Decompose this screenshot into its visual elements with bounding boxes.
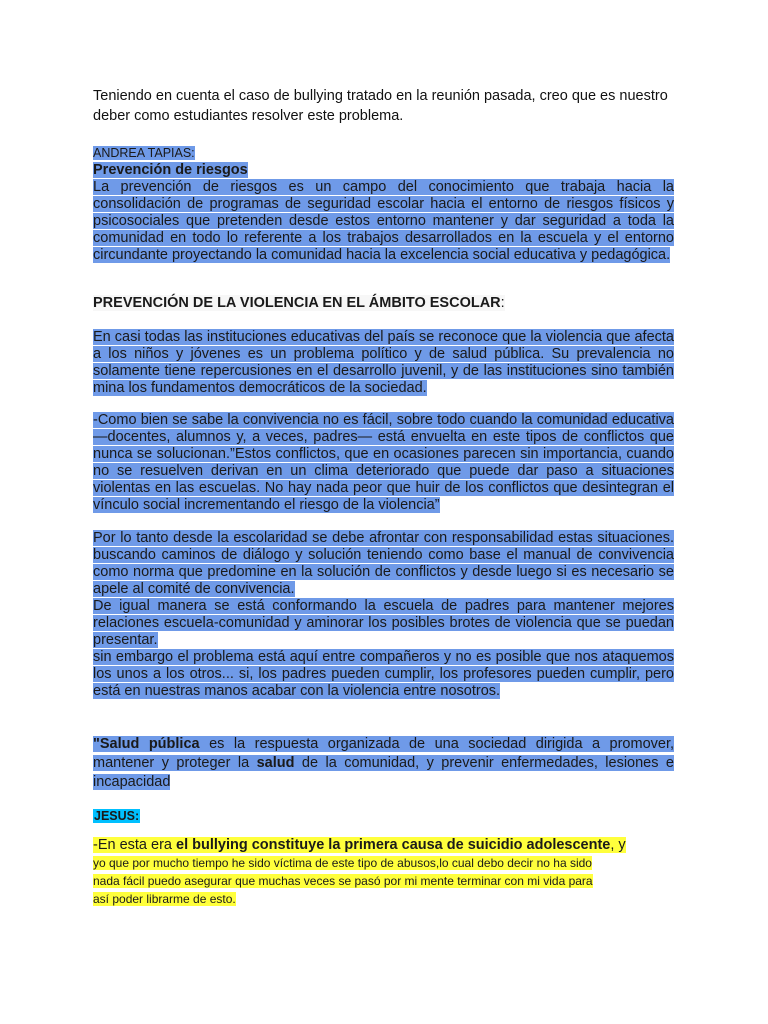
salud-text1: es la respuesta organizada de una sociedad dirigida a promover, mantener y proteger la [93,736,675,771]
andrea-section [93,145,674,264]
intro-paragraph: Teniendo en cuenta el caso de bullying tratado en la reunión pasada, creo que es nuestro deber como estudiantes resolver este problema. [93,88,668,124]
violence-p5-text: sin embargo el problema está aquí entre compañeros y no es posible que nos ataquemos los unos a los otros... si, los padres pueden cumplir, los profesores pueden cumplir, pero está en nuestras manos acabar con la violencia entre nosotros. [93,649,674,699]
violence-p2 [93,412,674,514]
violence-heading-colon: : [500,295,505,311]
andrea-name: ANDREA TAPIAS: [93,146,195,160]
jesus-name: JESUS: [94,809,140,823]
salud-quote: " [93,736,100,752]
salud-term: Salud pública [99,736,200,752]
salud-text2: de la comunidad, y prevenir enfermedades, lesiones e incapacidad [93,755,674,790]
andrea-heading: Prevención de riesgos [93,162,248,178]
jesus-lead: -En esta era [93,837,177,853]
violence-p1-text: En casi todas las instituciones educativas del país se reconoce que la violencia que afecta a los niños y jóvenes es un problema político y de salud pública. Su prevalencia no solamente tiene repercusiones en el desarrollo juvenil, y de las instituciones sino también mina los fundamentos democráticos de la sociedad. [93,329,674,396]
jesus-line4: así poder librarme de esto. [93,892,236,906]
violence-heading: PREVENCIÓN DE LA VIOLENCIA EN EL ÁMBITO ESCOLAR [93,295,501,311]
violence-p3 [93,530,674,700]
jesus-line2: yo que por mucho tiempo he sido víctima de este tipo de abusos,lo cual debo decir no ha sido [93,856,592,870]
jesus-paragraph [93,836,674,908]
andrea-paragraph: La prevención de riesgos es un campo del conocimiento que trabaja hacia la consolidación de programas de seguridad escolar hacia el entorno de riesgos físicos y psicosociales que pretenden desde estos entorno mantener y dar seguridad a toda la comunidad en todo lo referente a los trabajos desarrollados en la escuela y el entorno circundante proyectando la comunidad hacia la excelencia social educativa y pedagógica. [93,179,674,263]
violence-p2-text: -Como bien se sabe la convivencia no es fácil, sobre todo cuando la comunidad educativa —docentes, alumnos y, a veces, padres— está envuelta en este tipos de conflictos que nunca se solucionan.”Estos conflictos, que en ocasiones parecen sin importancia, cuando no se resuelven derivan en un clima deteriorado que puede dar paso a situaciones violentas en las escuelas. No hay nada peor que huir de los conflictos que desintegran el vínculo social incrementando el riesgo de la violencia” [93,412,674,513]
violence-p3-text: Por lo tanto desde la escolaridad se debe afrontar con responsabilidad estas situaciones. buscando caminos de diálogo y solución teniendo como base el manual de convivencia como norma que predomine en la solución de conflictos y desde luego si es necesario se apele al comité de convivencia. [93,530,674,597]
salud-publica-block [93,735,674,792]
violence-p1 [93,329,674,397]
jesus-name-block [93,808,674,825]
jesus-rest1: , y [610,837,626,853]
jesus-bold: el bullying constituye la primera causa de suicidio adolescente [176,837,611,853]
violence-p4-text: De igual manera se está conformando la escuela de padres para mantener mejores relaciones escuela-comunidad y aminorar los posibles brotes de violencia que se puedan presentar. [93,598,674,648]
violence-heading-block [93,295,674,312]
jesus-line3: nada fácil puedo asegurar que muchas veces se pasó por mi mente terminar con mi vida para [93,874,593,888]
salud-term2: salud [256,755,295,771]
